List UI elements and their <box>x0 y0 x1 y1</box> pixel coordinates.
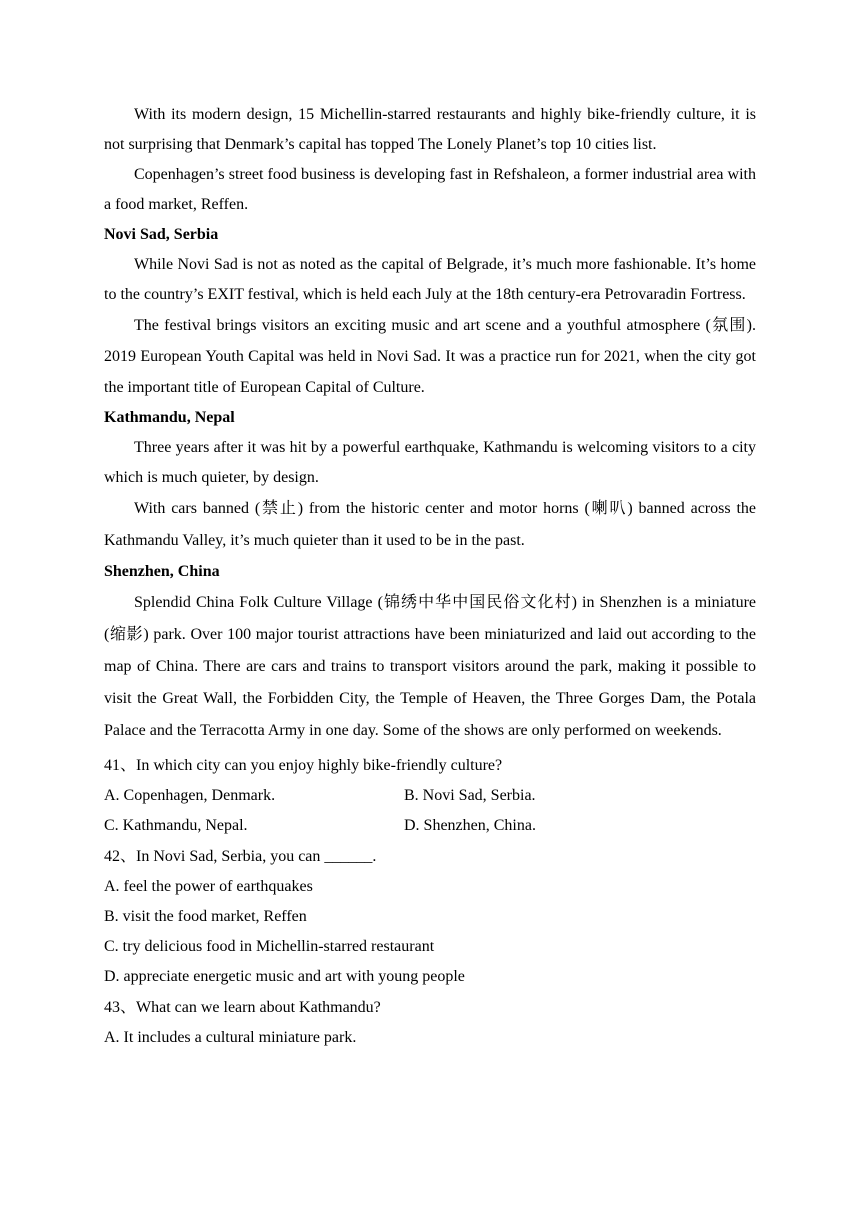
paragraph-novi-sad-intro: While Novi Sad is not as noted as the capital of Belgrade, it’s much more fashionable. It’s home to the country’s EXIT festival, which is held each July at the 18th century-era Petrovaradin Fortress. <box>104 256 756 303</box>
paragraph-novi-sad-festival: The festival brings visitors an exciting music and art scene and a youthful atmosphere (氛围). 2019 European Youth Capital was held in Novi Sad. It was a practice run for 2021, when the city got the important title of European Capital of Culture. <box>104 317 756 396</box>
paragraph-kathmandu-intro: Three years after it was hit by a powerful earthquake, Kathmandu is welcoming visitors to a city which is much quieter, by design. <box>104 439 756 486</box>
option-row <box>104 811 756 841</box>
option-a: A. Copenhagen, Denmark. <box>104 787 276 804</box>
paragraph-copenhagen-food: Copenhagen’s street food business is developing fast in Refshaleon, a former industrial area with a food market, Reffen. <box>104 166 756 213</box>
paragraph-copenhagen-intro: With its modern design, 15 Michellin-starred restaurants and highly bike-friendly culture, it is not surprising that Denmark’s capital has topped The Lonely Planet’s top 10 cities list. <box>104 106 756 153</box>
question-41 <box>104 750 756 841</box>
heading-novi-sad: Novi Sad, Serbia <box>104 226 219 243</box>
question-stem: 42、In Novi Sad, Serbia, you can ______. <box>104 848 377 865</box>
option-c: C. try delicious food in Michellin-starred restaurant <box>104 938 435 955</box>
question-42 <box>104 841 756 992</box>
heading-kathmandu: Kathmandu, Nepal <box>104 409 235 426</box>
option-d: D. appreciate energetic music and art with young people <box>104 968 465 985</box>
option-a: A. It includes a cultural miniature park. <box>104 1029 357 1046</box>
option-b: B. Novi Sad, Serbia. <box>404 787 536 804</box>
option-c: C. Kathmandu, Nepal. <box>104 817 248 834</box>
paragraph-kathmandu-quiet: With cars banned (禁止) from the historic center and motor horns (喇叭) banned across the Kathmandu Valley, it’s much quieter than it used to be in the past. <box>104 500 756 549</box>
option-d: D. Shenzhen, China. <box>404 817 536 834</box>
question-stem: 41、In which city can you enjoy highly bike-friendly culture? <box>104 757 503 774</box>
document-page <box>104 100 756 1053</box>
question-stem: 43、What can we learn about Kathmandu? <box>104 999 381 1016</box>
option-b: B. visit the food market, Reffen <box>104 908 307 925</box>
question-43 <box>104 992 756 1053</box>
option-a: A. feel the power of earthquakes <box>104 878 313 895</box>
paragraph-shenzhen: Splendid China Folk Culture Village (锦绣中华中国民俗文化村) in Shenzhen is a miniature (缩影) park. Over 100 major tourist attractions have been miniaturized and laid out according to the map of China. There are cars and trains to transport visitors around the park, making it possible to visit the Great Wall, the Forbidden City, the Temple of Heaven, the Three Gorges Dam, the Potala Palace and the Terracotta Army in one day. Some of the shows are only performed on weekends. <box>104 594 756 739</box>
heading-shenzhen: Shenzhen, China <box>104 563 220 580</box>
option-row <box>104 781 756 811</box>
